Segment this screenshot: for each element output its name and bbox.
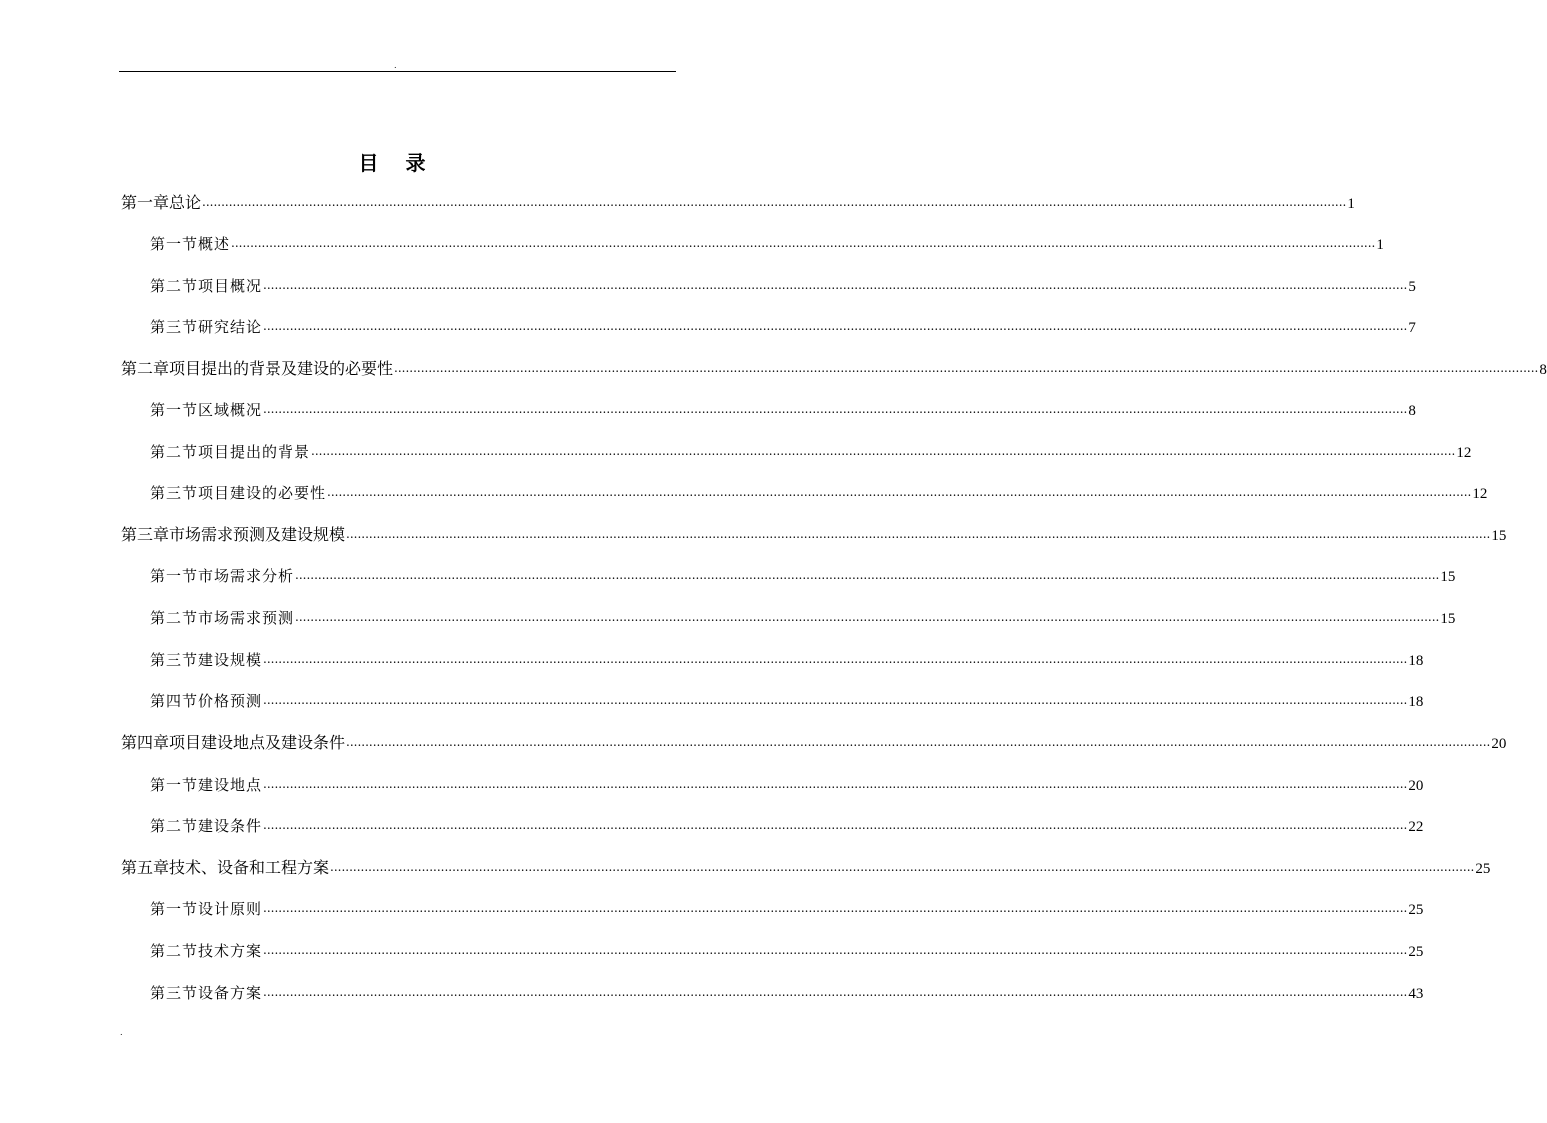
toc-entry-title: 设计原则: [198, 900, 263, 918]
toc-dot-leader: ............................................................................................................................................................................................................................................................................................................: [263, 402, 1408, 416]
toc-dot-leader: ............................................................................................................................................................................................................................................................................................................: [202, 195, 1347, 209]
toc-page-number: 18: [1408, 653, 1424, 669]
toc-dot-leader: ............................................................................................................................................................................................................................................................................................................: [330, 860, 1475, 874]
toc-entry-number: 第四节: [150, 692, 199, 710]
toc-entry-number: 第一节: [150, 401, 199, 419]
toc-entry-number: 第二节: [150, 443, 199, 461]
toc-entry-title: 建设规模: [198, 651, 263, 669]
toc-dot-leader: ............................................................................................................................................................................................................................................................................................................: [263, 319, 1408, 333]
toc-dot-leader: ............................................................................................................................................................................................................................................................................................................: [263, 985, 1408, 999]
toc-section-entry[interactable]: [150, 979, 1424, 1003]
toc-entry-number: 第二节: [150, 942, 199, 960]
toc-page-number: 12: [1472, 486, 1488, 502]
toc-entry-number: 第一节: [150, 567, 199, 585]
toc-section-entry[interactable]: [150, 687, 1424, 711]
toc-page-number: 22: [1408, 819, 1424, 835]
toc-entry-title: 项目建设的必要性: [198, 484, 327, 502]
toc-entry-title: 市场需求分析: [198, 567, 295, 585]
toc-dot-leader: ............................................................................................................................................................................................................................................................................................................: [295, 610, 1440, 624]
toc-section-entry[interactable]: [150, 771, 1424, 795]
toc-page-number: 12: [1456, 445, 1472, 461]
toc-section-entry[interactable]: [150, 937, 1424, 961]
toc-section-entry[interactable]: [150, 396, 1416, 420]
toc-chapter-entry[interactable]: [121, 729, 1507, 753]
toc-entry-title: 市场需求预测: [198, 609, 295, 627]
toc-page-number: 43: [1408, 986, 1424, 1002]
toc-dot-leader: ............................................................................................................................................................................................................................................................................................................: [263, 818, 1408, 832]
toc-entry-title: 项目建设地点及建设条件: [169, 733, 346, 752]
toc-dot-leader: ............................................................................................................................................................................................................................................................................................................: [263, 777, 1408, 791]
toc-entry-title: 研究结论: [198, 318, 263, 336]
toc-entry-title: 概述: [198, 235, 231, 253]
header-mark: .: [394, 61, 397, 70]
toc-entry-number: 第二节: [150, 817, 199, 835]
toc-section-entry[interactable]: [150, 272, 1416, 296]
footer-mark: .: [120, 1028, 123, 1037]
toc-page-number: 25: [1475, 861, 1491, 877]
toc-page-number: 20: [1491, 736, 1507, 752]
toc-page-number: 25: [1408, 902, 1424, 918]
toc-section-entry[interactable]: [150, 313, 1416, 337]
toc-entry-number: 第三章: [121, 525, 170, 544]
toc-entry-number: 第一节: [150, 235, 199, 253]
toc-entry-title: 市场需求预测及建设规模: [169, 525, 346, 544]
toc-section-entry[interactable]: [150, 230, 1384, 254]
toc-chapter-entry[interactable]: [121, 521, 1507, 545]
toc-entry-title: 项目概况: [198, 277, 263, 295]
toc-entry-title: 项目提出的背景: [198, 443, 311, 461]
toc-dot-leader: ............................................................................................................................................................................................................................................................................................................: [231, 236, 1376, 250]
toc-chapter-entry[interactable]: [121, 355, 1547, 379]
toc-page-number: 18: [1408, 694, 1424, 710]
toc-entry-title: 建设地点: [198, 776, 263, 794]
toc-entry-title: 设备方案: [198, 984, 263, 1002]
toc-dot-leader: ............................................................................................................................................................................................................................................................................................................: [394, 361, 1539, 375]
toc-entry-number: 第五章: [121, 858, 170, 877]
toc-entry-title: 总论: [169, 193, 202, 212]
toc-page-number: 1: [1376, 237, 1384, 253]
toc-entry-number: 第二节: [150, 277, 199, 295]
toc-page-number: 8: [1539, 362, 1547, 378]
toc-dot-leader: ............................................................................................................................................................................................................................................................................................................: [346, 735, 1491, 749]
toc-entry-number: 第一章: [121, 193, 170, 212]
toc-entry-number: 第一节: [150, 900, 199, 918]
toc-dot-leader: ............................................................................................................................................................................................................................................................................................................: [263, 901, 1408, 915]
toc-dot-leader: ............................................................................................................................................................................................................................................................................................................: [327, 485, 1472, 499]
toc-page-number: 15: [1440, 569, 1456, 585]
toc-dot-leader: ............................................................................................................................................................................................................................................................................................................: [263, 278, 1408, 292]
toc-page-number: 25: [1408, 944, 1424, 960]
toc-dot-leader: ............................................................................................................................................................................................................................................................................................................: [263, 943, 1408, 957]
toc-entry-number: 第二节: [150, 609, 199, 627]
toc-title: 目 录: [358, 151, 436, 175]
toc-section-entry[interactable]: [150, 812, 1424, 836]
toc-dot-leader: ............................................................................................................................................................................................................................................................................................................: [311, 444, 1456, 458]
toc-page-number: 7: [1408, 320, 1416, 336]
toc-entry-title: 项目提出的背景及建设的必要性: [169, 359, 394, 378]
toc-entry-number: 第三节: [150, 484, 199, 502]
toc-entry-number: 第四章: [121, 733, 170, 752]
toc-page-number: 20: [1408, 778, 1424, 794]
toc-dot-leader: ............................................................................................................................................................................................................................................................................................................: [263, 652, 1408, 666]
toc-page-number: 1: [1347, 196, 1355, 212]
toc-section-entry[interactable]: [150, 646, 1424, 670]
toc-entry-title: 区域概况: [198, 401, 263, 419]
toc-entry-number: 第三节: [150, 318, 199, 336]
header-rule: [119, 71, 676, 72]
toc-section-entry[interactable]: [150, 438, 1472, 462]
toc-entry-number: 第一节: [150, 776, 199, 794]
toc-entry-number: 第二章: [121, 359, 170, 378]
toc-entry-title: 技术、设备和工程方案: [169, 858, 330, 877]
toc-section-entry[interactable]: [150, 604, 1456, 628]
toc-chapter-entry[interactable]: [121, 189, 1355, 213]
toc-page-number: 8: [1408, 403, 1416, 419]
toc-entry-number: 第三节: [150, 651, 199, 669]
toc-chapter-entry[interactable]: [121, 854, 1491, 878]
toc-entry-title: 建设条件: [198, 817, 263, 835]
toc-dot-leader: ............................................................................................................................................................................................................................................................................................................: [295, 568, 1440, 582]
toc-page-number: 15: [1491, 528, 1507, 544]
toc-entry-title: 技术方案: [198, 942, 263, 960]
toc-entry-number: 第三节: [150, 984, 199, 1002]
toc-page-number: 15: [1440, 611, 1456, 627]
toc-dot-leader: ............................................................................................................................................................................................................................................................................................................: [346, 527, 1491, 541]
toc-section-entry[interactable]: [150, 562, 1456, 586]
toc-section-entry[interactable]: [150, 479, 1488, 503]
toc-page-number: 5: [1408, 279, 1416, 295]
toc-dot-leader: ............................................................................................................................................................................................................................................................................................................: [263, 693, 1408, 707]
toc-entry-title: 价格预测: [198, 692, 263, 710]
toc-section-entry[interactable]: [150, 895, 1424, 919]
